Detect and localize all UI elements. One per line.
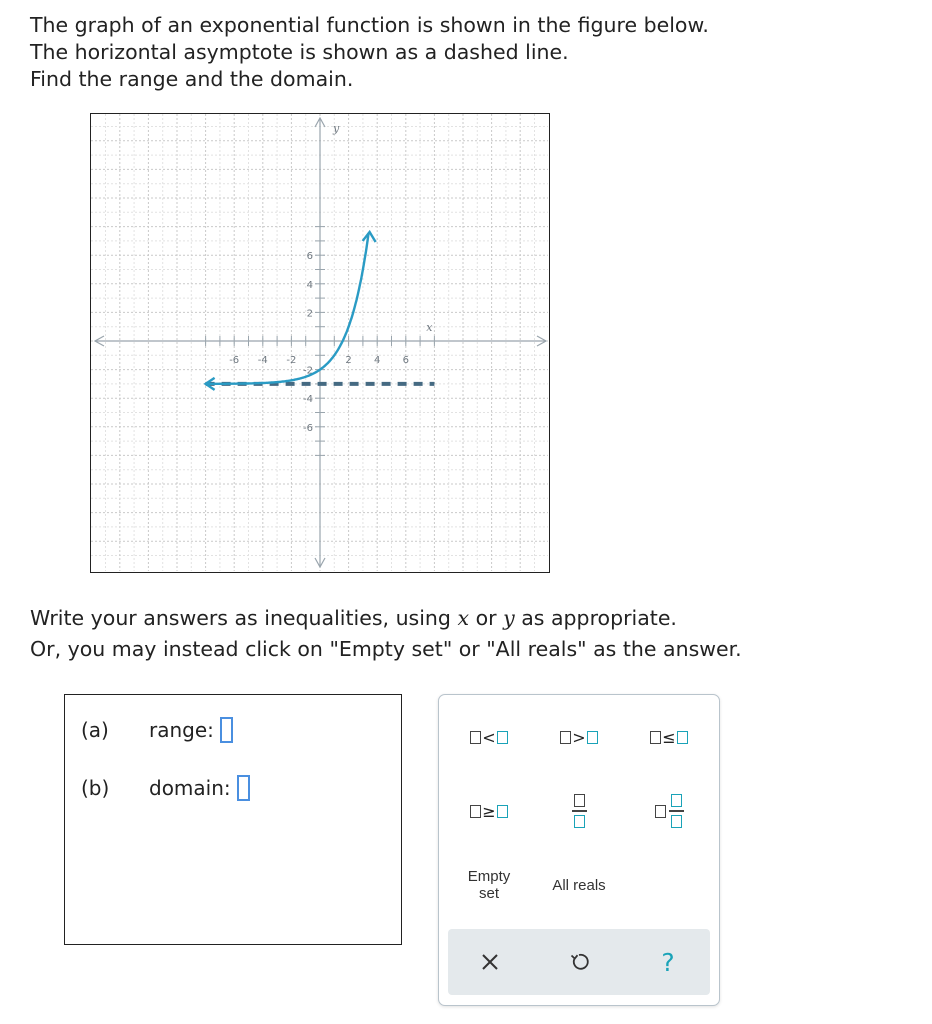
y-tick-label: -2 (303, 365, 313, 377)
empty-set-button[interactable] (449, 861, 529, 909)
placeholder-box-icon (677, 731, 688, 744)
variable-y: y (503, 606, 515, 630)
placeholder-box-icon (650, 731, 661, 744)
domain-row (81, 775, 250, 801)
y-axis-label: y (333, 122, 340, 135)
greater-than-button[interactable] (539, 717, 619, 757)
greater-equal-symbol: ≥ (482, 801, 496, 821)
y-tick-label: -4 (303, 394, 313, 406)
domain-label: domain: (149, 776, 231, 800)
placeholder-box-icon (671, 815, 682, 828)
undo-button[interactable] (549, 929, 609, 995)
problem-statement (30, 12, 709, 93)
placeholder-box-icon (497, 731, 508, 744)
greater-than-symbol: > (572, 727, 586, 747)
x-tick-label: 4 (374, 355, 381, 366)
part-label-b: (b) (81, 776, 110, 800)
domain-input[interactable] (237, 775, 250, 801)
placeholder-box-icon (574, 815, 585, 828)
math-palette (438, 694, 720, 1006)
prompt-line: The graph of an exponential function is shown in the figure below. (30, 13, 709, 37)
empty-set-label: Empty (467, 868, 511, 885)
less-than-symbol: < (482, 727, 496, 747)
fraction-button[interactable] (539, 783, 619, 839)
placeholder-box-icon (655, 805, 666, 818)
prompt-line: Find the range and the domain. (30, 67, 354, 91)
range-input[interactable] (220, 717, 233, 743)
instructions-text: or (475, 606, 497, 630)
undo-icon (568, 951, 590, 973)
range-label: range: (149, 718, 214, 742)
y-tick-label: 6 (306, 251, 313, 263)
x-tick-label: 2 (345, 355, 352, 366)
x-tick-label: 6 (402, 355, 409, 366)
placeholder-box-icon (470, 731, 481, 744)
less-equal-button[interactable] (629, 717, 709, 757)
instructions-text: as appropriate. (521, 606, 677, 630)
prompt-line: The horizontal asymptote is shown as a dashed line. (30, 40, 569, 64)
y-tick-label: 4 (306, 279, 313, 291)
y-tick-label: -6 (303, 422, 313, 434)
graph-svg (91, 114, 548, 571)
placeholder-box-icon (574, 794, 585, 807)
instructions-line-2: Or, you may instead click on "Empty set" or "All reals" as the answer. (30, 637, 742, 661)
instructions (30, 603, 742, 665)
x-tick-label: -6 (229, 355, 240, 366)
clear-button[interactable] (460, 929, 520, 995)
x-axis-label: x (426, 321, 433, 334)
empty-set-label: set (478, 885, 499, 902)
answer-box (64, 694, 402, 945)
all-reals-label: All reals (552, 876, 606, 894)
close-icon (480, 952, 500, 972)
mixed-number-button[interactable] (629, 783, 709, 839)
less-than-button[interactable] (449, 717, 529, 757)
variable-x: x (457, 606, 470, 630)
less-equal-symbol: ≤ (662, 727, 676, 747)
action-bar (448, 929, 710, 995)
graph-figure (90, 113, 550, 573)
instructions-text: Write your answers as inequalities, using (30, 606, 451, 630)
fraction-icon (572, 794, 587, 828)
placeholder-box-icon (587, 731, 598, 744)
fraction-icon (669, 794, 684, 828)
help-button[interactable] (638, 929, 698, 995)
x-tick-label: -4 (257, 355, 268, 366)
placeholder-box-icon (560, 731, 571, 744)
instructions-line-1 (30, 603, 742, 634)
y-tick-label: 2 (306, 308, 313, 320)
placeholder-box-icon (497, 805, 508, 818)
placeholder-box-icon (671, 794, 682, 807)
part-label-a: (a) (81, 718, 109, 742)
x-tick-label: -2 (286, 355, 297, 366)
greater-equal-button[interactable] (449, 791, 529, 831)
placeholder-box-icon (470, 805, 481, 818)
all-reals-button[interactable] (539, 861, 619, 909)
help-icon: ? (661, 947, 675, 977)
range-row (81, 717, 233, 743)
